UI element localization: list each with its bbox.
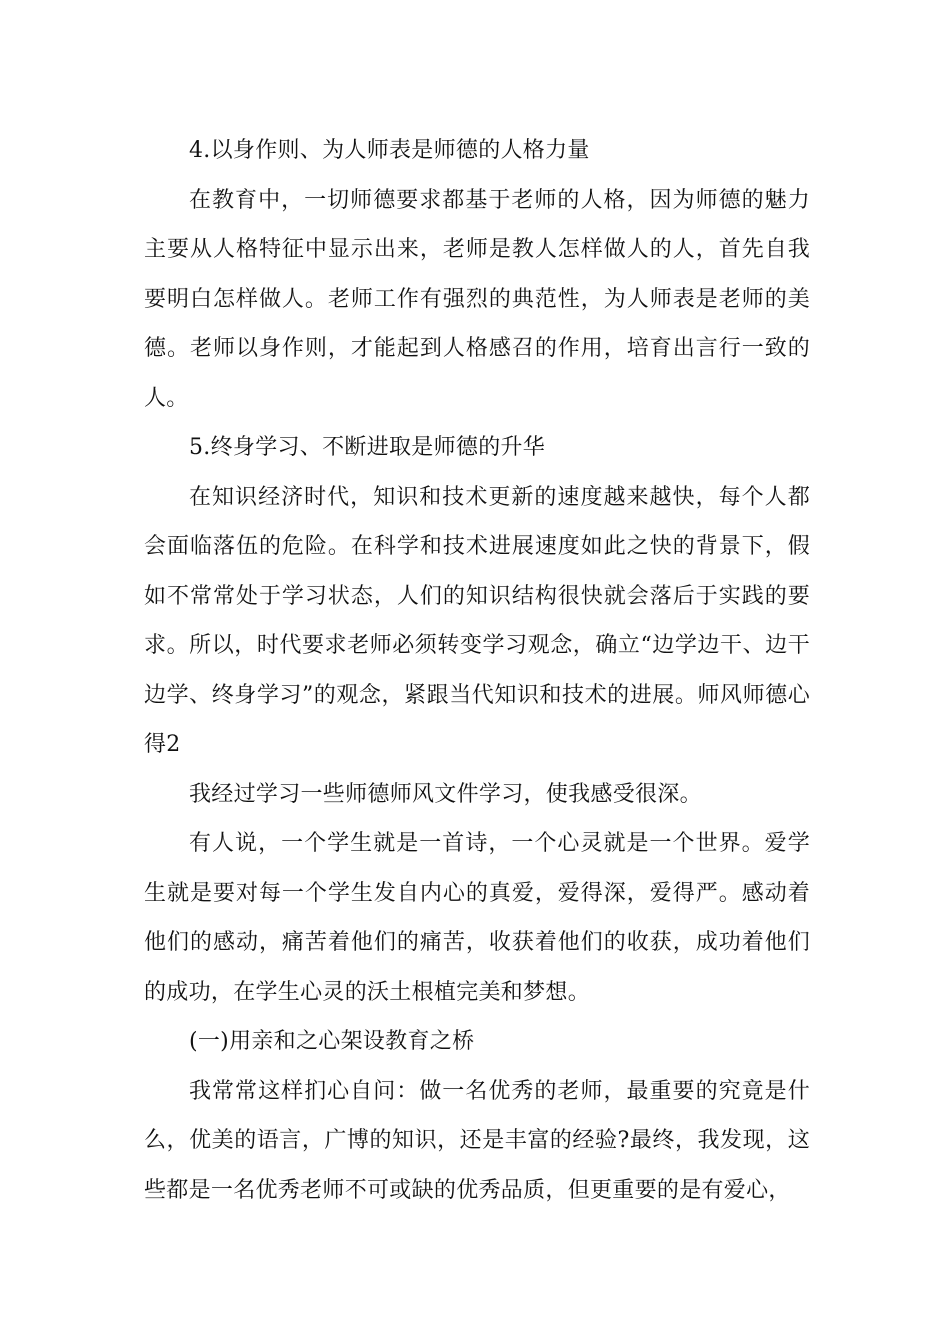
body-paragraph: 我常常这样扪心自问：做一名优秀的老师，最重要的究竟是什么，优美的语言，广博的知识，还是丰富的经验?最终，我发现，这些都是一名优秀老师不可或缺的优秀品质，但更重要的是有爱心， — [144, 1078, 810, 1203]
body-paragraph: 我经过学习一些师德师风文件学习，使我感受很深。 — [189, 781, 702, 807]
body-paragraph: 在教育中，一切师德要求都基于老师的人格，因为师德的魅力主要从人格特征中显示出来，老师是教人怎样做人的人，首先自我要明白怎样做人。老师工作有强烈的典范性，为人师表是老师的美德。老师以身作则，才能起到人格感召的作用，培育出言行一致的人。 — [144, 187, 810, 411]
subsection-heading: (一)用亲和之心架设教育之桥 — [189, 1029, 475, 1054]
document-body — [144, 126, 810, 1215]
section-heading-4: 4.以身作则、为人师表是师德的人格力量 — [189, 138, 590, 163]
body-paragraph: 在知识经济时代，知识和技术更新的速度越来越快，每个人都会面临落伍的危险。在科学和技术进展速度如此之快的背景下，假如不常常处于学习状态，人们的知识结构很快就会落后于实践的要求。所以，时代要求老师必须转变学习观念，确立“边学边干、边干边学、终身学习”的观念，紧跟当代知识和技术的进展。师风师德心得2 — [144, 484, 810, 757]
section-heading-5: 5.终身学习、不断进取是师德的升华 — [189, 435, 546, 460]
body-paragraph: 有人说，一个学生就是一首诗，一个心灵就是一个世界。爱学生就是要对每一个学生发自内心的真爱，爱得深，爱得严。感动着他们的感动，痛苦着他们的痛苦，收获着他们的收获，成功着他们的成功，在学生心灵的沃土根植完美和梦想。 — [144, 831, 810, 1005]
